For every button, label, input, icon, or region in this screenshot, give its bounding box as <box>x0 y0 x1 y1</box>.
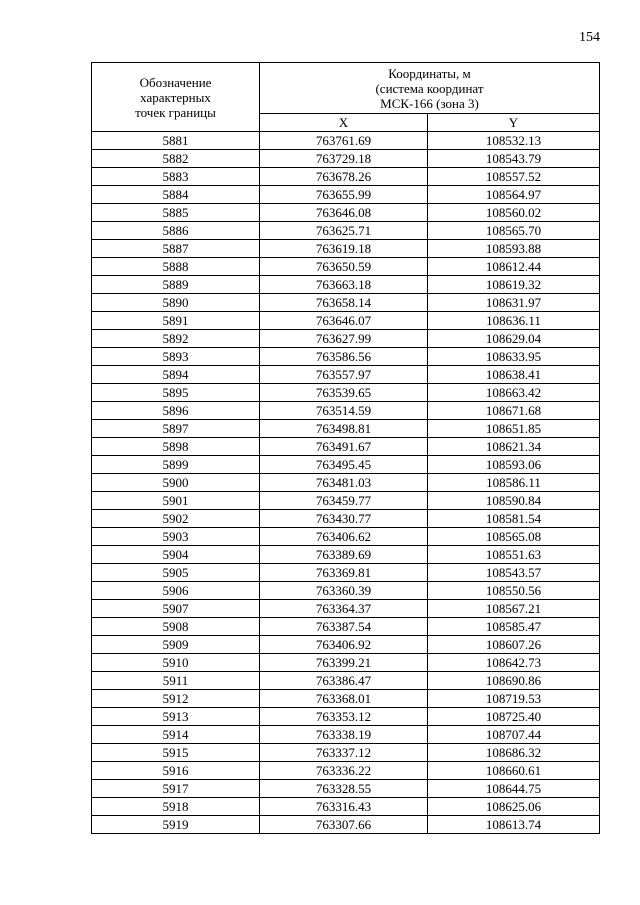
point-cell: 5909 <box>92 636 260 654</box>
table-row <box>92 546 600 564</box>
point-cell: 5910 <box>92 654 260 672</box>
y-coordinate-cell: 108565.70 <box>428 222 600 240</box>
point-cell: 5898 <box>92 438 260 456</box>
y-coordinate-cell: 108532.13 <box>428 132 600 150</box>
y-coordinate-cell: 108690.86 <box>428 672 600 690</box>
table-row <box>92 384 600 402</box>
table-row <box>92 456 600 474</box>
x-coordinate-cell: 763360.39 <box>260 582 428 600</box>
y-coordinate-cell: 108644.75 <box>428 780 600 798</box>
table-row <box>92 744 600 762</box>
y-coordinate-cell: 108660.61 <box>428 762 600 780</box>
x-coordinate-cell: 763399.21 <box>260 654 428 672</box>
x-coordinate-cell: 763316.43 <box>260 798 428 816</box>
point-cell: 5882 <box>92 150 260 168</box>
y-coordinate-cell: 108631.97 <box>428 294 600 312</box>
table-row <box>92 258 600 276</box>
point-cell: 5893 <box>92 348 260 366</box>
x-coordinate-cell: 763368.01 <box>260 690 428 708</box>
y-coordinate-cell: 108671.68 <box>428 402 600 420</box>
point-cell: 5915 <box>92 744 260 762</box>
table-row <box>92 168 600 186</box>
y-coordinate-cell: 108551.63 <box>428 546 600 564</box>
y-coordinate-cell: 108619.32 <box>428 276 600 294</box>
x-coordinate-cell: 763761.69 <box>260 132 428 150</box>
table-row <box>92 276 600 294</box>
x-coordinate-cell: 763491.67 <box>260 438 428 456</box>
y-coordinate-cell: 108707.44 <box>428 726 600 744</box>
table-row <box>92 780 600 798</box>
x-coordinate-cell: 763459.77 <box>260 492 428 510</box>
y-coordinate-cell: 108719.53 <box>428 690 600 708</box>
y-column-header: Y <box>428 114 600 132</box>
table-row <box>92 492 600 510</box>
point-cell: 5903 <box>92 528 260 546</box>
point-cell: 5890 <box>92 294 260 312</box>
x-coordinate-cell: 763353.12 <box>260 708 428 726</box>
y-coordinate-cell: 108638.41 <box>428 366 600 384</box>
x-coordinate-cell: 763539.65 <box>260 384 428 402</box>
x-column-header: X <box>260 114 428 132</box>
table-row <box>92 654 600 672</box>
point-cell: 5906 <box>92 582 260 600</box>
y-coordinate-cell: 108593.06 <box>428 456 600 474</box>
point-cell: 5914 <box>92 726 260 744</box>
x-coordinate-cell: 763658.14 <box>260 294 428 312</box>
point-cell: 5911 <box>92 672 260 690</box>
x-coordinate-cell: 763406.92 <box>260 636 428 654</box>
x-coordinate-cell: 763430.77 <box>260 510 428 528</box>
x-coordinate-cell: 763386.47 <box>260 672 428 690</box>
point-cell: 5897 <box>92 420 260 438</box>
x-coordinate-cell: 763498.81 <box>260 420 428 438</box>
table-row <box>92 708 600 726</box>
y-coordinate-cell: 108564.97 <box>428 186 600 204</box>
point-cell: 5885 <box>92 204 260 222</box>
points-column-header: Обозначение характерных точек границы <box>92 63 260 132</box>
point-cell: 5917 <box>92 780 260 798</box>
x-coordinate-cell: 763307.66 <box>260 816 428 834</box>
point-cell: 5919 <box>92 816 260 834</box>
x-coordinate-cell: 763338.19 <box>260 726 428 744</box>
point-cell: 5887 <box>92 240 260 258</box>
x-coordinate-cell: 763625.71 <box>260 222 428 240</box>
x-coordinate-cell: 763369.81 <box>260 564 428 582</box>
x-coordinate-cell: 763619.18 <box>260 240 428 258</box>
x-coordinate-cell: 763328.55 <box>260 780 428 798</box>
x-coordinate-cell: 763406.62 <box>260 528 428 546</box>
point-cell: 5883 <box>92 168 260 186</box>
point-cell: 5889 <box>92 276 260 294</box>
y-coordinate-cell: 108613.74 <box>428 816 600 834</box>
point-cell: 5902 <box>92 510 260 528</box>
table-header-row <box>92 63 600 114</box>
point-cell: 5900 <box>92 474 260 492</box>
coordinates-table <box>91 62 600 834</box>
x-coordinate-cell: 763389.69 <box>260 546 428 564</box>
point-cell: 5888 <box>92 258 260 276</box>
y-coordinate-cell: 108621.34 <box>428 438 600 456</box>
table-row <box>92 672 600 690</box>
point-cell: 5891 <box>92 312 260 330</box>
y-coordinate-cell: 108543.57 <box>428 564 600 582</box>
y-coordinate-cell: 108625.06 <box>428 798 600 816</box>
x-coordinate-cell: 763387.54 <box>260 618 428 636</box>
y-coordinate-cell: 108565.08 <box>428 528 600 546</box>
table-row <box>92 564 600 582</box>
point-cell: 5886 <box>92 222 260 240</box>
y-coordinate-cell: 108725.40 <box>428 708 600 726</box>
y-coordinate-cell: 108581.54 <box>428 510 600 528</box>
x-coordinate-cell: 763586.56 <box>260 348 428 366</box>
point-cell: 5918 <box>92 798 260 816</box>
coordinates-column-header: Координаты, м (система координат МСК-166 (зона 3) <box>260 63 600 114</box>
y-coordinate-cell: 108590.84 <box>428 492 600 510</box>
y-coordinate-cell: 108543.79 <box>428 150 600 168</box>
table-row <box>92 222 600 240</box>
table-row <box>92 528 600 546</box>
table-row <box>92 420 600 438</box>
table-body <box>92 132 600 834</box>
table-row <box>92 150 600 168</box>
y-coordinate-cell: 108663.42 <box>428 384 600 402</box>
point-cell: 5913 <box>92 708 260 726</box>
table-row <box>92 726 600 744</box>
y-coordinate-cell: 108629.04 <box>428 330 600 348</box>
x-coordinate-cell: 763337.12 <box>260 744 428 762</box>
point-cell: 5908 <box>92 618 260 636</box>
table-row <box>92 204 600 222</box>
table-row <box>92 600 600 618</box>
table-row <box>92 348 600 366</box>
point-cell: 5912 <box>92 690 260 708</box>
table-row <box>92 474 600 492</box>
table-row <box>92 636 600 654</box>
table-row <box>92 690 600 708</box>
x-coordinate-cell: 763646.08 <box>260 204 428 222</box>
x-coordinate-cell: 763678.26 <box>260 168 428 186</box>
point-cell: 5905 <box>92 564 260 582</box>
table-row <box>92 132 600 150</box>
y-coordinate-cell: 108686.32 <box>428 744 600 762</box>
y-coordinate-cell: 108567.21 <box>428 600 600 618</box>
x-coordinate-cell: 763729.18 <box>260 150 428 168</box>
table-row <box>92 330 600 348</box>
x-coordinate-cell: 763655.99 <box>260 186 428 204</box>
x-coordinate-cell: 763557.97 <box>260 366 428 384</box>
x-coordinate-cell: 763364.37 <box>260 600 428 618</box>
point-cell: 5896 <box>92 402 260 420</box>
point-cell: 5901 <box>92 492 260 510</box>
table-row <box>92 402 600 420</box>
table-row <box>92 510 600 528</box>
y-coordinate-cell: 108612.44 <box>428 258 600 276</box>
point-cell: 5904 <box>92 546 260 564</box>
table-row <box>92 294 600 312</box>
y-coordinate-cell: 108607.26 <box>428 636 600 654</box>
x-coordinate-cell: 763514.59 <box>260 402 428 420</box>
x-coordinate-cell: 763481.03 <box>260 474 428 492</box>
y-coordinate-cell: 108593.88 <box>428 240 600 258</box>
table-row <box>92 366 600 384</box>
y-coordinate-cell: 108651.85 <box>428 420 600 438</box>
y-coordinate-cell: 108586.11 <box>428 474 600 492</box>
table-row <box>92 618 600 636</box>
point-cell: 5892 <box>92 330 260 348</box>
point-cell: 5907 <box>92 600 260 618</box>
x-coordinate-cell: 763627.99 <box>260 330 428 348</box>
y-coordinate-cell: 108585.47 <box>428 618 600 636</box>
point-cell: 5894 <box>92 366 260 384</box>
table-row <box>92 312 600 330</box>
point-cell: 5899 <box>92 456 260 474</box>
x-coordinate-cell: 763663.18 <box>260 276 428 294</box>
y-coordinate-cell: 108633.95 <box>428 348 600 366</box>
table-row <box>92 186 600 204</box>
table-row <box>92 240 600 258</box>
point-cell: 5916 <box>92 762 260 780</box>
y-coordinate-cell: 108560.02 <box>428 204 600 222</box>
point-cell: 5884 <box>92 186 260 204</box>
table-row <box>92 816 600 834</box>
point-cell: 5881 <box>92 132 260 150</box>
table-row <box>92 798 600 816</box>
y-coordinate-cell: 108642.73 <box>428 654 600 672</box>
x-coordinate-cell: 763495.45 <box>260 456 428 474</box>
y-coordinate-cell: 108550.56 <box>428 582 600 600</box>
y-coordinate-cell: 108557.52 <box>428 168 600 186</box>
x-coordinate-cell: 763650.59 <box>260 258 428 276</box>
y-coordinate-cell: 108636.11 <box>428 312 600 330</box>
x-coordinate-cell: 763646.07 <box>260 312 428 330</box>
table-row <box>92 582 600 600</box>
x-coordinate-cell: 763336.22 <box>260 762 428 780</box>
page-number: 154 <box>579 30 600 45</box>
table-row <box>92 438 600 456</box>
point-cell: 5895 <box>92 384 260 402</box>
table-row <box>92 762 600 780</box>
